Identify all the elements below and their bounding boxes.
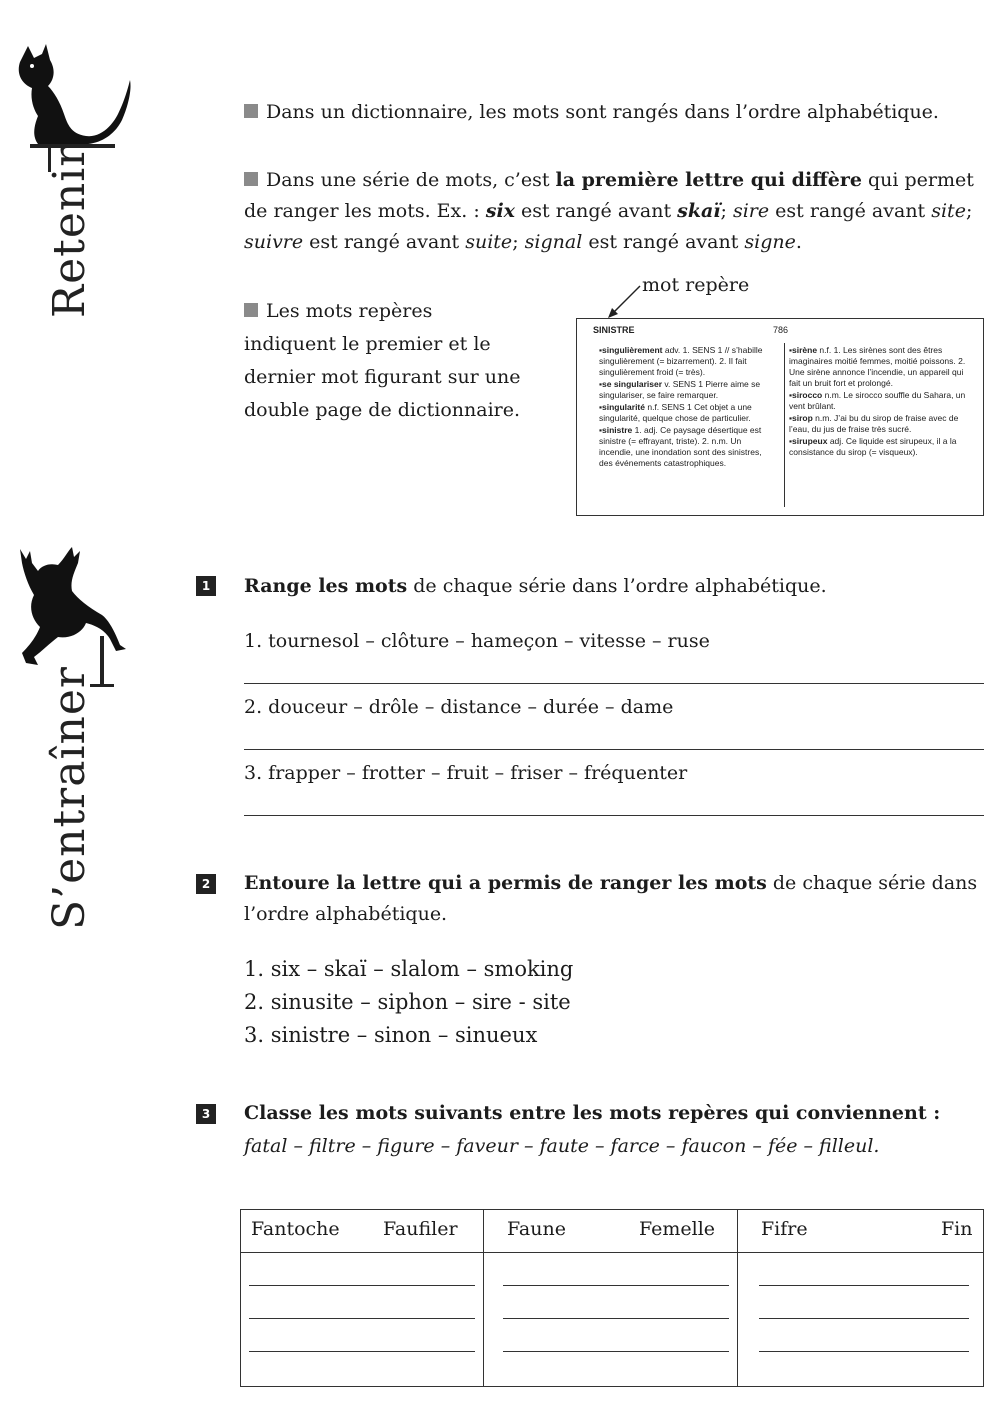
dict-headword: ▪se singulariser: [599, 379, 663, 389]
callout-arrow: [600, 282, 645, 322]
dict-headword: ▪singulièrement: [599, 345, 663, 355]
example-word: skaï: [677, 200, 721, 222]
page-number: 786: [773, 325, 789, 335]
example-link: est rangé avant: [515, 200, 678, 222]
dict-headword: ▪sirocco: [789, 390, 823, 400]
dict-entry: [599, 402, 777, 424]
dict-entry: [789, 345, 973, 389]
table-col-divider: [737, 1210, 738, 1386]
exercise-3-word-list: fatal – filtre – figure – faveur – faute – farce – faucon – fée – filleul.: [244, 1135, 880, 1157]
instruction-bold: Range les mots: [244, 575, 408, 597]
dict-definition: v. SENS 1 Pierre aime se singulariser, se faire remarquer.: [599, 379, 761, 400]
instruction-text: de chaque série dans l’ordre alphabétique.: [407, 575, 827, 597]
table-header-divider: [241, 1252, 983, 1253]
example-link: est rangé avant: [582, 231, 745, 253]
table-col-divider: [483, 1210, 484, 1386]
guide-word-table: [240, 1209, 984, 1387]
guide-word-first: Fifre: [761, 1218, 808, 1240]
answer-line[interactable]: [249, 1285, 475, 1286]
example-link: est rangé avant: [769, 200, 932, 222]
guide-word-first: Faune: [507, 1218, 566, 1240]
exercise-1-instruction: [244, 571, 984, 602]
dict-entry: [789, 390, 973, 412]
ex2-series-3: 3. sinistre – sinon – sinueux: [244, 1023, 538, 1047]
answer-line[interactable]: [244, 815, 984, 816]
dict-column-right: [789, 345, 973, 459]
entrainer-rule: [100, 636, 104, 686]
example-word: six: [485, 200, 516, 222]
ex1-series-2: 2. douceur – drôle – distance – durée – dame: [244, 696, 674, 718]
dict-definition: adv. 1. SENS 1 // s’habille singulièrement (= bizarrement). 2. Il fait singulièrement froid (= très).: [599, 345, 763, 377]
answer-line[interactable]: [503, 1285, 729, 1286]
instruction-text: de chaque série dans l’ordre alphabétique.: [244, 872, 978, 925]
dict-headword: ▪sinistre: [599, 425, 633, 435]
bullet-square-icon: [244, 172, 258, 186]
example-word: sire: [732, 200, 770, 222]
answer-line[interactable]: [759, 1318, 969, 1319]
frog-icon: [12, 545, 127, 670]
ex2-series-1: 1. six – skaï – slalom – smoking: [244, 957, 574, 981]
guide-word-last: Fin: [941, 1218, 973, 1240]
dict-entry: [599, 379, 777, 401]
example-word: signal: [524, 231, 583, 253]
dict-column-left: [599, 345, 777, 470]
rule-paragraph-1: [244, 97, 984, 128]
retenir-title: Retenir: [44, 144, 95, 318]
dict-definition: n.m. Le sirocco souffle du Sahara, un vent brûlant.: [789, 390, 966, 411]
rule-text-2b: qui permet de ranger les mots. Ex. :: [244, 169, 974, 222]
dict-headword: ▪singularité: [599, 402, 645, 412]
instruction-bold: Entoure la lettre qui a permis de ranger les mots: [244, 872, 767, 894]
example-word: site: [931, 200, 966, 222]
exercise-3-instruction: Classe les mots suivants entre les mots repères qui conviennent :: [244, 1102, 941, 1124]
answer-line[interactable]: [759, 1351, 969, 1352]
answer-line[interactable]: [503, 1351, 729, 1352]
example-word: signe: [744, 231, 796, 253]
exercise-number-1: 1: [196, 576, 216, 596]
answer-line[interactable]: [249, 1351, 475, 1352]
guide-word: SINISTRE: [593, 325, 635, 335]
dict-entry: [789, 413, 973, 435]
ex1-series-1: 1. tournesol – clôture – hameçon – vitesse – ruse: [244, 630, 710, 652]
rule-paragraph-3: [244, 295, 529, 427]
dict-definition: n.m. J’ai bu du sirop de fraise avec de l’eau, du jus de fraise très sucré.: [789, 413, 959, 434]
ex1-series-3: 3. frapper – frotter – fruit – friser – fréquenter: [244, 762, 688, 784]
guide-word-last: Femelle: [639, 1218, 716, 1240]
example-word: suite: [465, 231, 513, 253]
rule-paragraph-2: Dans une série de mots, c’est la première lettre qui diffère qui permet de ranger les mots. Ex. : six est rangé avant skaï; sire est rangé avant site; suivre est rangé avant suite; signal est rangé avant signe.: [244, 169, 974, 253]
bullet-square-icon: [244, 104, 258, 118]
rule-text-1: Dans un dictionnaire, les mots sont rangés dans l’ordre alphabétique.: [266, 101, 939, 123]
example-link: est rangé avant: [303, 231, 466, 253]
answer-line[interactable]: [249, 1318, 475, 1319]
exercise-number-2: 2: [196, 874, 216, 894]
dict-definition: n.f. 1. Les sirènes sont des êtres imaginaires moitié femmes, moitié poissons. 2. Une sirène annonce l’incendie, un appareil qui fait un bruit fort et prolongé.: [789, 345, 966, 388]
ex2-series-2: 2. sinusite – siphon – sire - site: [244, 990, 571, 1014]
answer-line[interactable]: [244, 749, 984, 750]
rule-text-3: Les mots repères indiquent le premier et le dernier mot figurant sur une double page de dictionnaire.: [244, 300, 521, 421]
dict-entry: [599, 345, 777, 378]
guide-word-last: Faufiler: [383, 1218, 458, 1240]
dict-column-divider: [784, 343, 785, 507]
example-word: suivre: [244, 231, 304, 253]
rule-text-2-bold: la première lettre qui diffère: [555, 169, 862, 191]
rule-text-2a: Dans une série de mots, c’est: [266, 169, 556, 191]
dict-entry: [789, 436, 973, 458]
dict-definition: n.f. SENS 1 Cet objet a une singularité, quelque chose de particulier.: [599, 402, 752, 423]
callout-label: mot repère: [642, 274, 750, 296]
dict-headword: ▪sirupeux: [789, 436, 828, 446]
cat-icon: [8, 40, 133, 150]
entrainer-title: S’entraîner: [44, 666, 95, 930]
dict-definition: 1. adj. Ce paysage désertique est sinistre (= effrayant, triste). 2. n.m. Un incendie, une inondation sont des sinistres, des événements catastrophiques.: [599, 425, 762, 468]
bullet-square-icon: [244, 303, 258, 317]
answer-line[interactable]: [503, 1318, 729, 1319]
dict-entry: [599, 425, 777, 469]
answer-line[interactable]: [244, 683, 984, 684]
dict-headword: ▪sirop: [789, 413, 813, 423]
answer-line[interactable]: [759, 1285, 969, 1286]
exercise-number-3: 3: [196, 1104, 216, 1124]
dictionary-excerpt: [576, 318, 984, 516]
dict-headword: ▪sirène: [789, 345, 818, 355]
dict-definition: adj. Ce liquide est sirupeux, il a la consistance du sirop (= visqueux).: [789, 436, 957, 457]
guide-word-first: Fantoche: [251, 1218, 340, 1240]
exercise-2-instruction: [244, 868, 989, 930]
